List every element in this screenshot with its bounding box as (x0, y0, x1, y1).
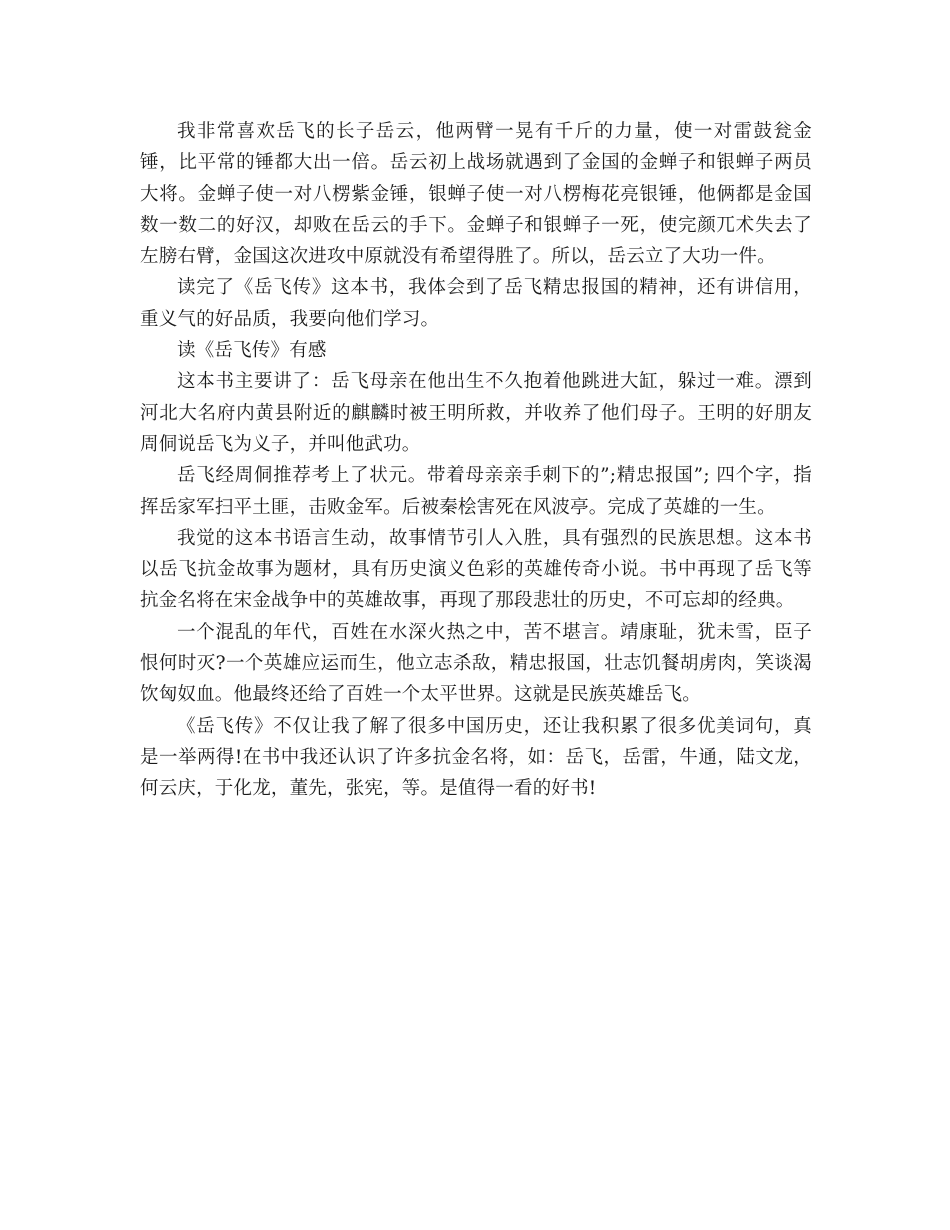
paragraph-reflection: 读完了《岳飞传》这本书，我体会到了岳飞精忠报国的精神，还有讲信用，重义气的好品质，我要向他们学习。 (140, 277, 812, 330)
paragraph-summary: 这本书主要讲了：岳飞母亲在他出生不久抱着他跳进大缸，躲过一难。漂到河北大名府内黄县附近的麒麟时被王明所救，并收养了他们母子。王明的好朋友周侗说岳飞为义子，并叫他武功。 (140, 371, 812, 455)
document-body (140, 116, 812, 805)
paragraph-conclusion: 《岳飞传》不仅让我了解了很多中国历史，还让我积累了很多优美词句，真是一举两得!在书中我还认识了许多抗金名将，如：岳飞，岳雷，牛通，陆文龙，何云庆，于化龙，董先，张宪，等。是值得一看的好书! (140, 715, 812, 800)
paragraph-impression: 我觉的这本书语言生动，故事情节引人入胜，具有强烈的民族思想。这本书以岳飞抗金故事为题材，具有历史演义色彩的英雄传奇小说。书中再现了岳飞等抗金名将在宋金战争中的英雄故事，再现了那段悲壮的历史，不可忘却的经典。 (140, 527, 812, 612)
paragraph-yue-yun: 我非常喜欢岳飞的长子岳云，他两臂一晃有千斤的力量，使一对雷鼓瓮金锤，比平常的锤都大出一倍。岳云初上战场就遇到了金国的金蝉子和银蝉子两员大将。金蝉子使一对八楞紫金锤，银蝉子使一对八楞梅花亮银锤，他俩都是金国数一数二的好汉，却败在岳云的手下。金蝉子和银蝉子一死，使完颜兀术失去了左膀右臂，金国这次进攻中原就没有希望得胜了。所以，岳云立了大功一件。 (140, 121, 812, 268)
paragraph-zhuangyuan: 岳飞经周侗推荐考上了状元。带着母亲亲手刺下的”;精忠报国”; 四个字，指挥岳家军扫平土匪，击败金军。后被秦桧害死在风波亭。完成了英雄的一生。 (140, 465, 812, 518)
paragraph-era: 一个混乱的年代，百姓在水深火热之中，苦不堪言。靖康耻，犹未雪，臣子恨何时灭?一个英雄应运而生，他立志杀敌，精忠报国，壮志饥餐胡虏肉，笑谈渴饮匈奴血。他最终还给了百姓一个太平世界。这就是民族英雄岳飞。 (140, 621, 812, 706)
section-heading: 读《岳飞传》有感 (177, 340, 327, 362)
